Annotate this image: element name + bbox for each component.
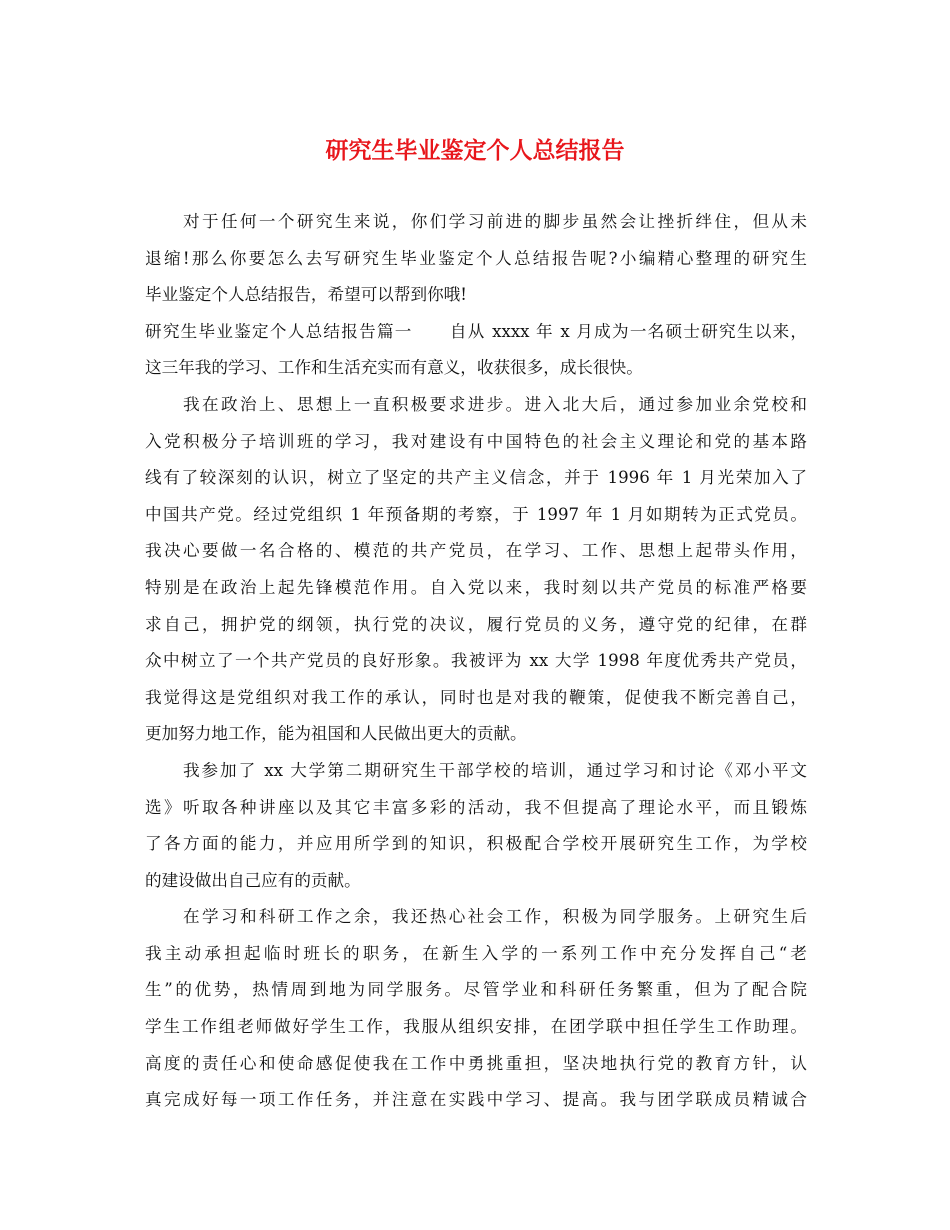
text-line: 我参加了 xx 大学第二期研究生干部学校的培训，通过学习和讨论《邓小平文 bbox=[183, 760, 807, 780]
text-line: 更加努力地工作，能为祖国和人民做出更大的贡献。 bbox=[145, 724, 527, 744]
text-line: 选》听取各种讲座以及其它丰富多彩的活动，我不但提高了理论水平，而且锻炼 bbox=[145, 797, 807, 817]
text-line: 学生工作组老师做好学生工作，我服从组织安排，在团学联中担任学生工作助理。 bbox=[145, 1017, 807, 1037]
text-line: 这三年我的学习、工作和生活充实而有意义，收获很多，成长很快。 bbox=[145, 358, 643, 378]
text-line: 高度的责任心和使命感促使我在工作中勇挑重担，坚决地执行党的教育方针，认 bbox=[145, 1053, 807, 1073]
document-body bbox=[145, 204, 807, 1119]
section-heading: 研究生毕业鉴定个人总结报告篇一 bbox=[145, 321, 413, 341]
text-line: 入党积极分子培训班的学习，我对建设有中国特色的社会主义理论和党的基本路 bbox=[145, 431, 807, 451]
text-line: 我决心要做一名合格的、模范的共产党员，在学习、工作、思想上起带头作用， bbox=[145, 541, 807, 561]
text-line: 众中树立了一个共产党员的良好形象。我被评为 xx 大学 1998 年度优秀共产党员， bbox=[145, 651, 807, 671]
text-line-continuation: 自从 xxxx 年 x 月成为一名硕士研究生以来， bbox=[448, 321, 807, 341]
text-line: 对于任何一个研究生来说，你们学习前进的脚步虽然会让挫折绊住，但从未 bbox=[183, 212, 807, 231]
text-line: 退缩!那么你要怎么去写研究生毕业鉴定个人总结报告呢?小编精心整理的研究生 bbox=[145, 248, 807, 268]
text-line: 真完成好每一项工作任务，并注意在实践中学习、提高。我与团学联成员精诚合 bbox=[145, 1090, 807, 1110]
text-line: 中国共产党。经过党组织 1 年预备期的考察，于 1997 年 1 月如期转为正式党员。 bbox=[145, 504, 807, 524]
text-line: 我觉得这是党组织对我工作的承认，同时也是对我的鞭策，促使我不断完善自己， bbox=[145, 687, 807, 707]
text-line: 我主动承担起临时班长的职务，在新生入学的一系列工作中充分发挥自己“老 bbox=[145, 943, 807, 963]
text-line: 线有了较深刻的认识，树立了坚定的共产主义信念，并于 1996 年 1 月光荣加入了 bbox=[145, 468, 807, 488]
text-line: 求自己，拥护党的纲领，执行党的决议，履行党员的义务，遵守党的纪律，在群 bbox=[145, 614, 807, 634]
text-line: 了各方面的能力，并应用所学到的知识，积极配合学校开展研究生工作，为学校 bbox=[145, 834, 807, 854]
text-line-with-heading bbox=[145, 314, 807, 351]
text-line: 我在政治上、思想上一直积极要求进步。进入北大后，通过参加业余党校和 bbox=[183, 394, 807, 414]
text-line: 在学习和科研工作之余，我还热心社会工作，积极为同学服务。上研究生后 bbox=[183, 907, 807, 927]
text-line: 的建设做出自己应有的贡献。 bbox=[145, 870, 361, 890]
text-line: 特别是在政治上起先锋模范作用。自入党以来，我时刻以共产党员的标准严格要 bbox=[145, 577, 807, 597]
text-line: 生”的优势，热情周到地为同学服务。尽管学业和科研任务繁重，但为了配合院 bbox=[145, 980, 807, 1000]
document-title: 研究生毕业鉴定个人总结报告 bbox=[325, 137, 625, 164]
text-line: 毕业鉴定个人总结报告，希望可以帮到你哦! bbox=[145, 285, 467, 305]
